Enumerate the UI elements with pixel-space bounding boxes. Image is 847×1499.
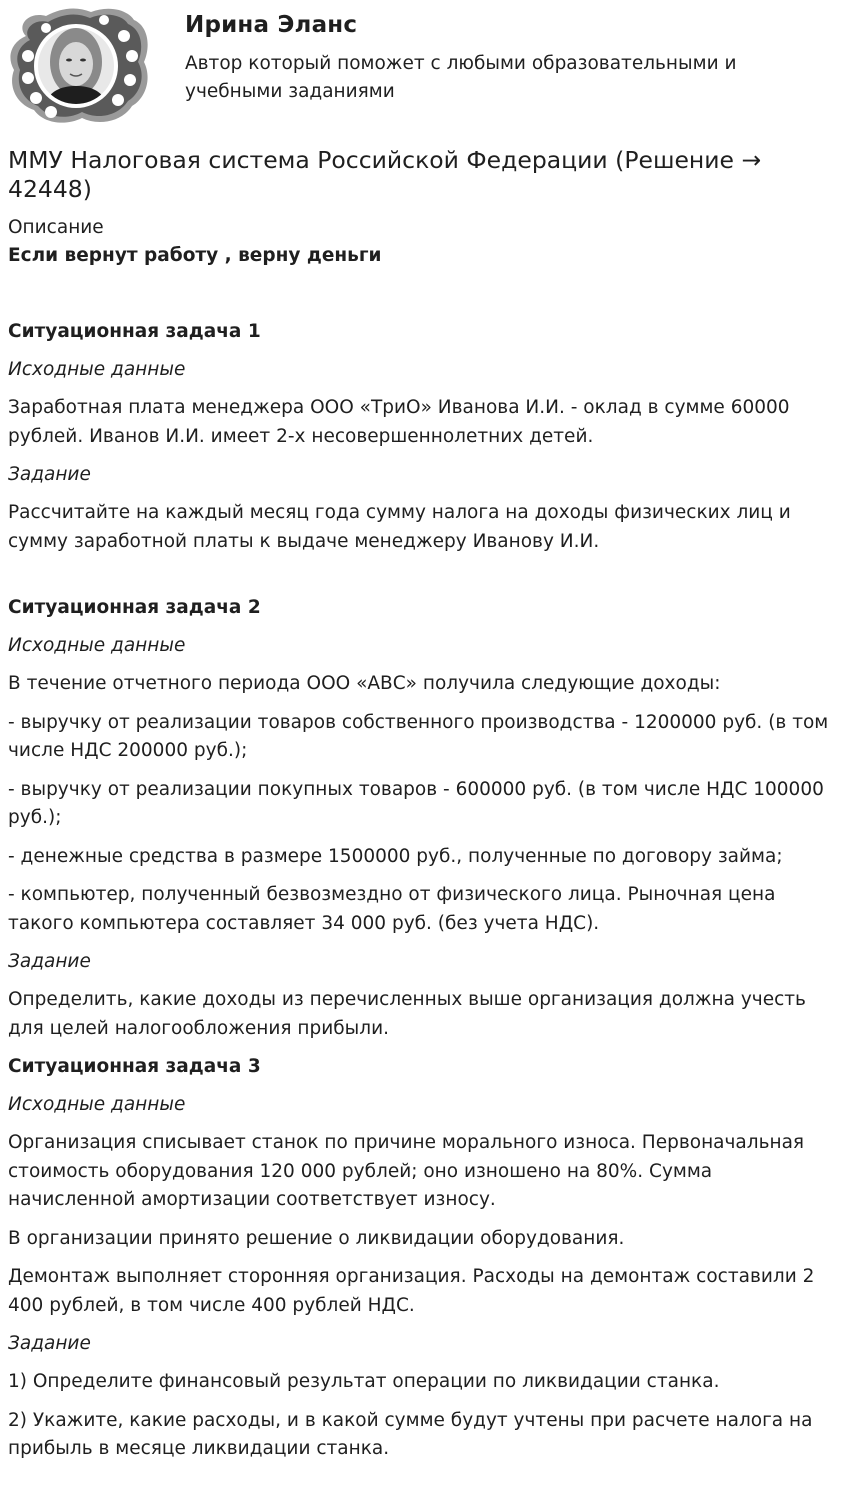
- source-paragraph: - выручку от реализации товаров собственного производства - 1200000 руб. (в том числе НДС 200000 руб.);: [8, 711, 829, 761]
- task-paragraph: Рассчитайте на каждый месяц года сумму налога на доходы физических лиц и сумму заработной платы к выдаче менеджеру Иванову И.И.: [8, 502, 791, 552]
- task-3: [8, 1053, 840, 1464]
- source-paragraph: В течение отчетного периода ООО «АВС» получила следующие доходы:: [8, 673, 721, 694]
- source-label: Исходные данные: [8, 635, 186, 656]
- source-paragraph: - компьютер, полученный безвозмездно от физического лица. Рыночная цена такого компьютера составляет 34 000 руб. (без учета НДС).: [8, 884, 776, 934]
- source-paragraph: В организации принято решение о ликвидации оборудования.: [8, 1227, 625, 1249]
- source-paragraph: Организация списывает станок по причине морального износа. Первоначальная стоимость оборудования 120 000 рублей; оно изношено на 80%. Сумма начисленной амортизации соответствует износу.: [8, 1132, 805, 1210]
- source-paragraph: Заработная плата менеджера ООО «ТриО» Иванова И.И. - оклад в сумме 60000 рублей. Иванов И.И. имеет 2-х несовершеннолетних детей.: [8, 397, 790, 447]
- spacer: [8, 270, 840, 318]
- author-header: [0, 0, 847, 130]
- document-content: [8, 146, 840, 1474]
- description-label: Описание: [8, 217, 104, 238]
- task-label: Задание: [8, 464, 91, 485]
- source-paragraph: - денежные средства в размере 1500000 руб., полученные по договору займа;: [8, 845, 783, 867]
- source-label: Исходные данные: [8, 1094, 186, 1115]
- author-avatar[interactable]: [6, 6, 151, 126]
- spacer: [8, 566, 840, 594]
- source-paragraph: - выручку от реализации покупных товаров - 600000 руб. (в том числе НДС 100000 руб.);: [8, 778, 824, 828]
- task-label: Задание: [8, 1333, 91, 1354]
- task-paragraph: Определить, какие доходы из перечисленных выше организация должна учесть для целей налогообложения прибыли.: [8, 989, 806, 1039]
- task-heading: Ситуационная задача 1: [8, 321, 261, 342]
- task-paragraph: 1) Определите финансовый результат операции по ликвидации станка.: [8, 1371, 720, 1392]
- task-paragraph: 2) Укажите, какие расходы, и в какой сумме будут учтены при расчете налога на прибыль в месяце ликвидации станка.: [8, 1409, 813, 1459]
- description-text: Если вернут работу , верну деньги: [8, 245, 382, 266]
- task-heading: Ситуационная задача 3: [8, 1056, 261, 1077]
- film-reel-portrait-avatar-icon: [6, 6, 151, 126]
- document-title: ММУ Налоговая система Российской Федерации (Решение → 42448): [8, 146, 762, 203]
- task-label: Задание: [8, 951, 91, 972]
- task-1: [8, 318, 840, 556]
- task-heading: Ситуационная задача 2: [8, 597, 261, 618]
- source-paragraph: Демонтаж выполняет сторонняя организация. Расходы на демонтаж составили 2 400 рублей, в том числе 400 рублей НДС.: [8, 1266, 815, 1316]
- author-bio: Автор который поможет с любыми образовательными и учебными заданиями: [185, 53, 737, 102]
- source-label: Исходные данные: [8, 359, 186, 380]
- author-name[interactable]: Ирина Эланс: [185, 12, 358, 38]
- task-2: [8, 594, 840, 1043]
